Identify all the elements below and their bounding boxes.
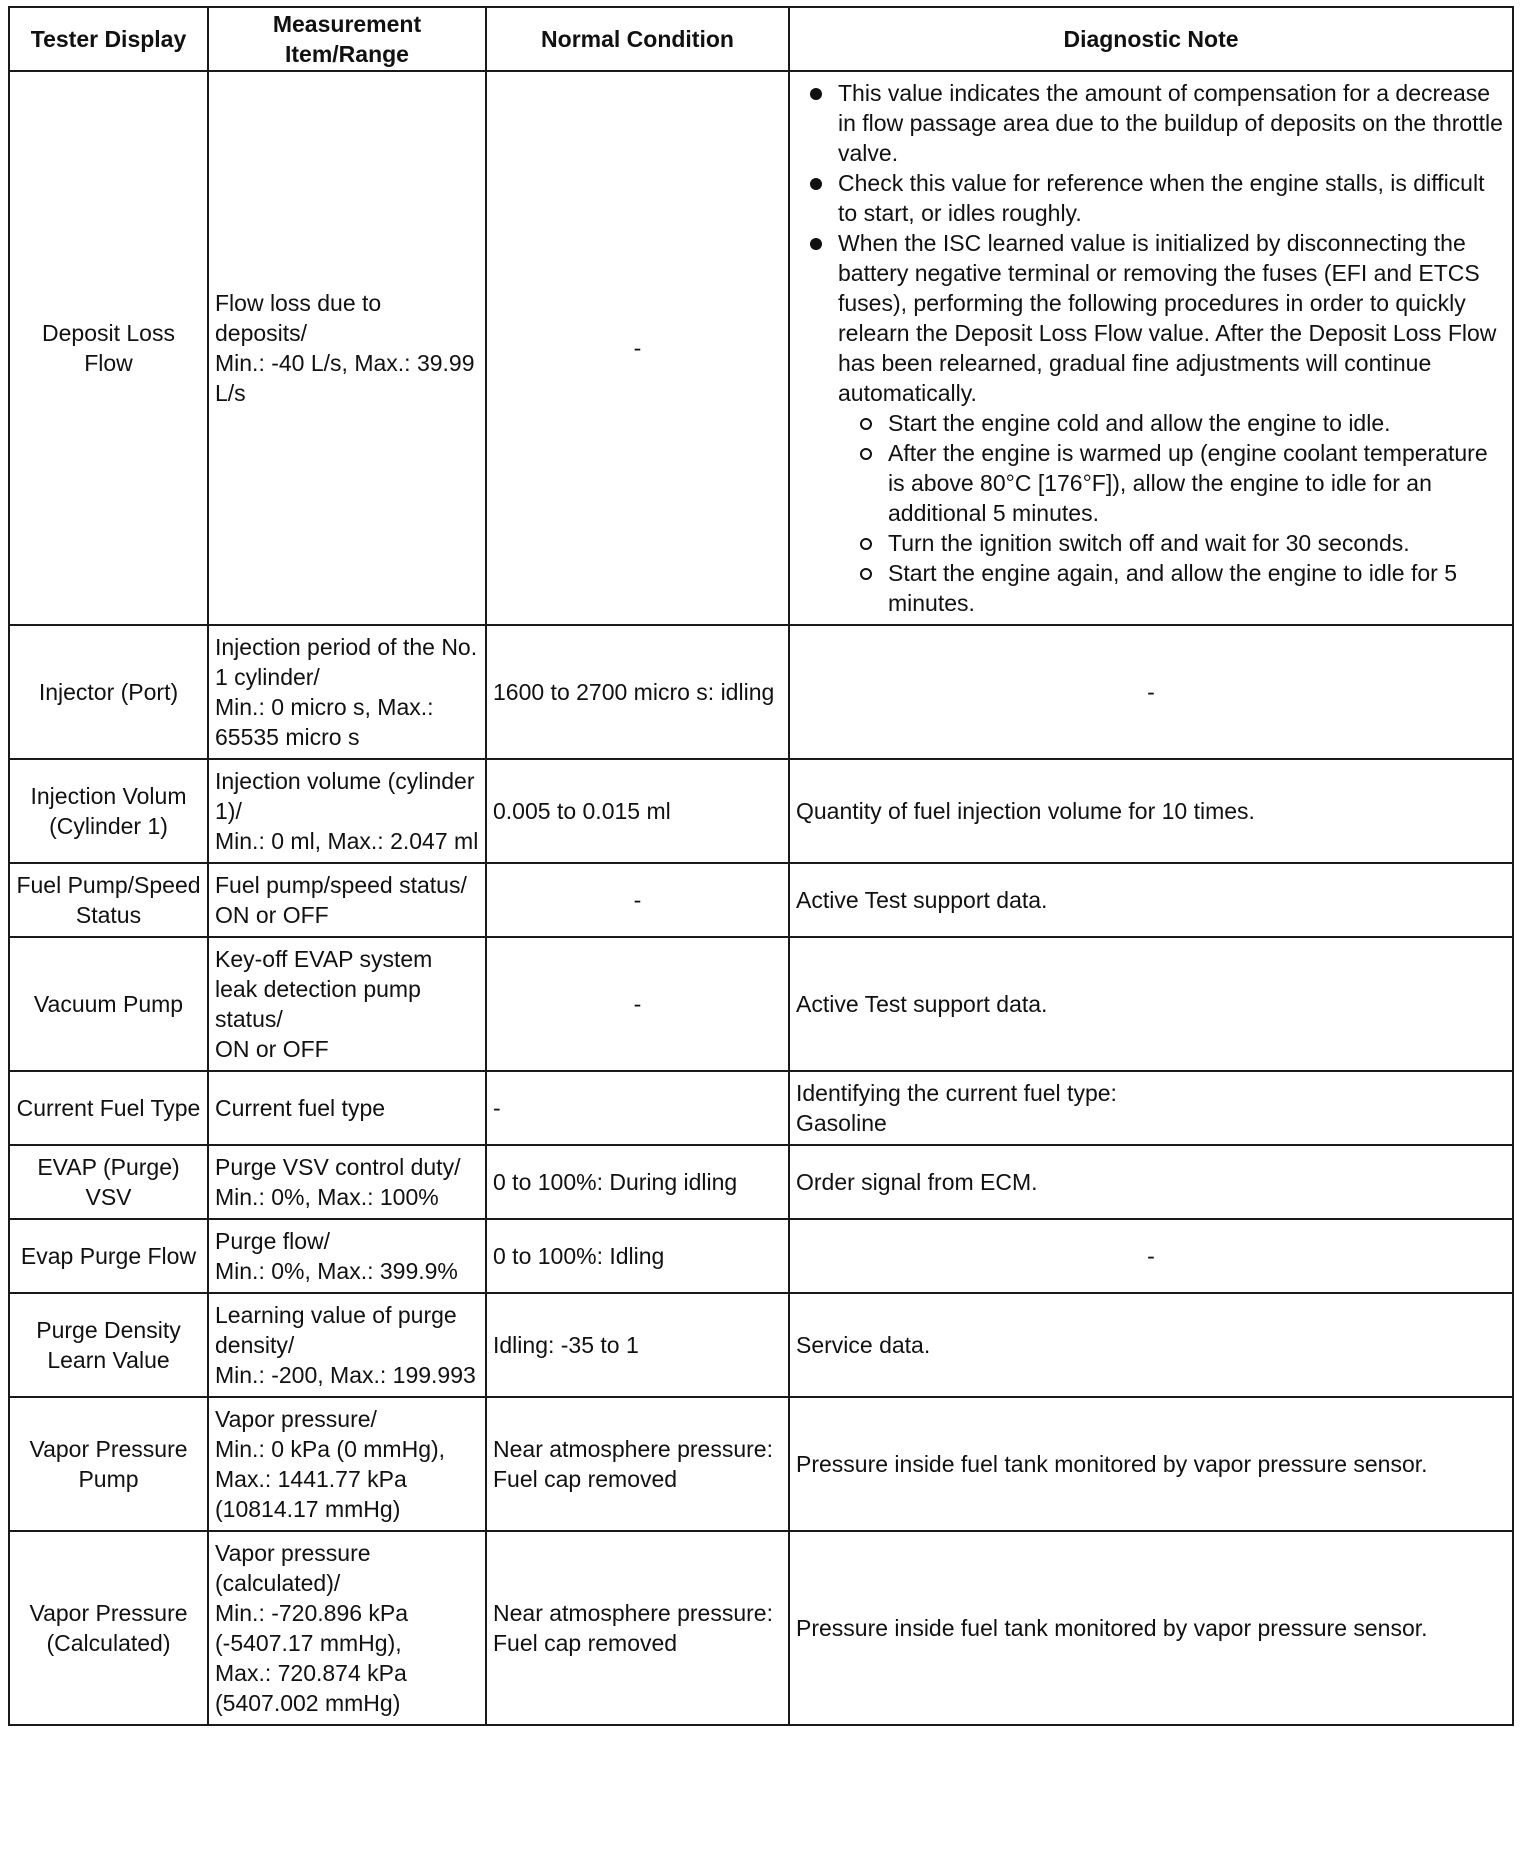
range-text: Max.: 720.874 kPa (5407.002 mmHg) xyxy=(215,1660,407,1716)
table-row xyxy=(9,1397,1513,1531)
normal-condition-cell: Near atmosphere pressure: Fuel cap removed xyxy=(486,1397,789,1531)
range-text: Min.: 0 kPa (0 mmHg), xyxy=(215,1436,446,1462)
normal-condition-cell: Idling: -35 to 1 xyxy=(486,1293,789,1397)
table-row xyxy=(9,1145,1513,1219)
range-text: Purge flow/ xyxy=(215,1228,331,1254)
range-text: Vapor pressure/ xyxy=(215,1406,377,1432)
note-step: Start the engine cold and allow the engine to idle. xyxy=(838,408,1506,438)
range-text: Injection volume (cylinder 1)/ xyxy=(215,768,475,824)
table-row xyxy=(9,625,1513,759)
note-text: Identifying the current fuel type: xyxy=(796,1080,1117,1106)
range-text: Injection period of the No. 1 cylinder/ xyxy=(215,634,478,690)
measurement-cell xyxy=(208,1531,486,1725)
range-text: Vapor pressure (calculated)/ xyxy=(215,1540,371,1596)
diagnostic-note-cell xyxy=(789,1071,1513,1145)
range-text: Max.: 1441.77 kPa (10814.17 mmHg) xyxy=(215,1466,407,1522)
note-step: Start the engine again, and allow the engine to idle for 5 minutes. xyxy=(838,558,1506,618)
diagnostic-note-cell: Order signal from ECM. xyxy=(789,1145,1513,1219)
note-bullet-list xyxy=(796,78,1506,618)
diagnostic-note-cell: Active Test support data. xyxy=(789,863,1513,937)
normal-condition-cell: 0.005 to 0.015 ml xyxy=(486,759,789,863)
range-text: Min.: -40 L/s, Max.: 39.99 L/s xyxy=(215,350,475,406)
note-text: Gasoline xyxy=(796,1110,887,1136)
measurement-cell xyxy=(208,759,486,863)
data-list-table xyxy=(8,6,1514,1726)
tester-display-cell: Injection Volum (Cylinder 1) xyxy=(9,759,208,863)
tester-display-cell: Vacuum Pump xyxy=(9,937,208,1071)
range-text: Min.: -720.896 kPa (-5407.17 mmHg), xyxy=(215,1600,409,1656)
diagnostic-note-cell: - xyxy=(789,625,1513,759)
measurement-cell xyxy=(208,937,486,1071)
range-text: ON or OFF xyxy=(215,902,329,928)
diagnostic-note-cell: Service data. xyxy=(789,1293,1513,1397)
note-step: After the engine is warmed up (engine coolant temperature is above 80°C [176°F]), allow the engine to idle for an additional 5 minutes. xyxy=(838,438,1506,528)
range-text: Key-off EVAP system leak detection pump status/ xyxy=(215,946,433,1032)
tester-display-cell: Evap Purge Flow xyxy=(9,1219,208,1293)
table-row xyxy=(9,937,1513,1071)
table-row xyxy=(9,759,1513,863)
measurement-cell xyxy=(208,625,486,759)
note-bullet: Check this value for reference when the engine stalls, is difficult to start, or idles roughly. xyxy=(796,168,1506,228)
measurement-cell xyxy=(208,1145,486,1219)
range-text: Min.: 0 ml, Max.: 2.047 ml xyxy=(215,828,479,854)
header-measurement xyxy=(208,7,486,71)
range-text: Learning value of purge density/ xyxy=(215,1302,457,1358)
range-text: Min.: 0%, Max.: 399.9% xyxy=(215,1258,458,1284)
range-text: Purge VSV control duty/ xyxy=(215,1154,461,1180)
diagnostic-note-cell: - xyxy=(789,1219,1513,1293)
note-step-list xyxy=(838,408,1506,618)
diagnostic-note-cell: Active Test support data. xyxy=(789,937,1513,1071)
note-bullet xyxy=(796,228,1506,618)
normal-condition-cell: 0 to 100%: Idling xyxy=(486,1219,789,1293)
diagnostic-note-cell: Pressure inside fuel tank monitored by vapor pressure sensor. xyxy=(789,1531,1513,1725)
note-step: Turn the ignition switch off and wait for 30 seconds. xyxy=(838,528,1506,558)
measurement-cell xyxy=(208,1397,486,1531)
measurement-cell xyxy=(208,1293,486,1397)
header-normal-condition: Normal Condition xyxy=(486,7,789,71)
normal-condition-cell: - xyxy=(486,863,789,937)
table-row xyxy=(9,1071,1513,1145)
table-row xyxy=(9,863,1513,937)
range-text: Flow loss due to deposits/ xyxy=(215,290,382,346)
diagnostic-note-cell xyxy=(789,71,1513,625)
header-diagnostic-note: Diagnostic Note xyxy=(789,7,1513,71)
normal-condition-cell: - xyxy=(486,1071,789,1145)
header-row xyxy=(9,7,1513,71)
table-row xyxy=(9,1531,1513,1725)
table-row xyxy=(9,1219,1513,1293)
normal-condition-cell: - xyxy=(486,937,789,1071)
tester-display-cell: Current Fuel Type xyxy=(9,1071,208,1145)
table-row xyxy=(9,1293,1513,1397)
tester-display-cell: Injector (Port) xyxy=(9,625,208,759)
tester-display-cell: Fuel Pump/Speed Status xyxy=(9,863,208,937)
range-text: Min.: -200, Max.: 199.993 xyxy=(215,1362,476,1388)
tester-display-cell: Purge Density Learn Value xyxy=(9,1293,208,1397)
normal-condition-cell: 1600 to 2700 micro s: idling xyxy=(486,625,789,759)
document-page xyxy=(8,6,1512,1726)
note-bullet: This value indicates the amount of compensation for a decrease in flow passage area due to the buildup of deposits on the throttle valve. xyxy=(796,78,1506,168)
measurement-cell xyxy=(208,71,486,625)
header-measurement-line1: Measurement xyxy=(272,11,422,37)
range-text: Min.: 0 micro s, Max.: 65535 micro s xyxy=(215,694,434,750)
note-bullet-text: When the ISC learned value is initialized by disconnecting the battery negative terminal or removing the fuses (EFI and ETCS fuses), performing the following procedures in order to quickly relearn the Deposit Loss Flow value. After the Deposit Loss Flow has been relearned, gradual fine adjustments will continue automatically. xyxy=(838,230,1497,406)
range-text: Min.: 0%, Max.: 100% xyxy=(215,1184,439,1210)
tester-display-cell: Vapor Pressure Pump xyxy=(9,1397,208,1531)
range-text: Fuel pump/speed status/ xyxy=(215,872,467,898)
tester-display-cell: Deposit Loss Flow xyxy=(9,71,208,625)
normal-condition-cell: - xyxy=(486,71,789,625)
table-row xyxy=(9,71,1513,625)
measurement-cell xyxy=(208,1219,486,1293)
diagnostic-note-cell: Pressure inside fuel tank monitored by vapor pressure sensor. xyxy=(789,1397,1513,1531)
measurement-cell: Current fuel type xyxy=(208,1071,486,1145)
diagnostic-note-cell: Quantity of fuel injection volume for 10 times. xyxy=(789,759,1513,863)
header-measurement-line2: Item/Range xyxy=(285,41,409,67)
normal-condition-cell: 0 to 100%: During idling xyxy=(486,1145,789,1219)
tester-display-cell: EVAP (Purge) VSV xyxy=(9,1145,208,1219)
tester-display-cell: Vapor Pressure (Calculated) xyxy=(9,1531,208,1725)
measurement-cell xyxy=(208,863,486,937)
header-tester-display: Tester Display xyxy=(9,7,208,71)
range-text: ON or OFF xyxy=(215,1036,329,1062)
normal-condition-cell: Near atmosphere pressure: Fuel cap removed xyxy=(486,1531,789,1725)
